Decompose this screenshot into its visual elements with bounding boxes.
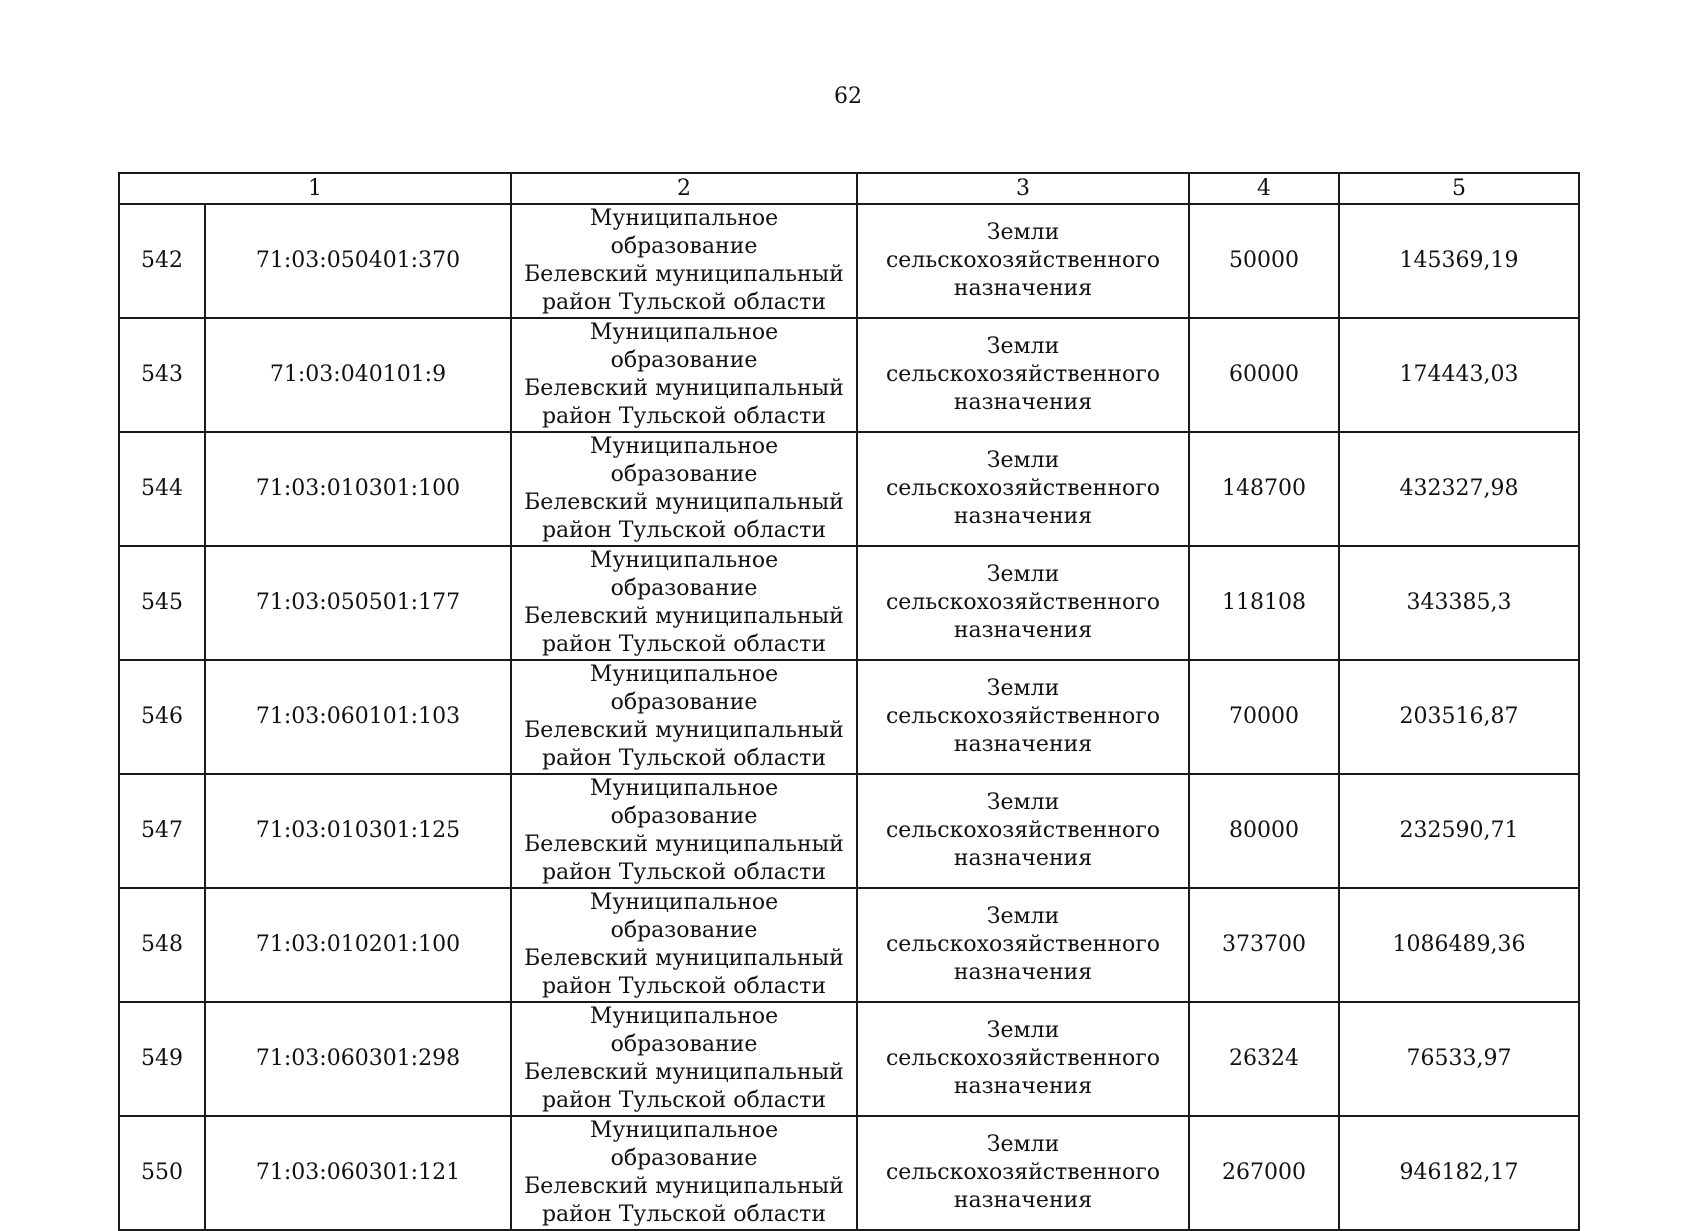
table-header-row — [119, 173, 1579, 204]
land-category-cell: Земли сельскохозяйственного назначения — [857, 888, 1189, 1002]
cadastral-number: 71:03:010301:125 — [205, 774, 511, 888]
area-cell: 50000 — [1189, 204, 1339, 318]
cadastral-number: 71:03:060101:103 — [205, 660, 511, 774]
owner-cell: Муниципальное образование Белевский муниципальный район Тульской области — [511, 318, 857, 432]
land-category-cell: Земли сельскохозяйственного назначения — [857, 660, 1189, 774]
value-cell: 174443,03 — [1339, 318, 1579, 432]
owner-cell: Муниципальное образование Белевский муниципальный район Тульской области — [511, 1002, 857, 1116]
cadastral-number: 71:03:040101:9 — [205, 318, 511, 432]
owner-cell: Муниципальное образование Белевский муниципальный район Тульской области — [511, 546, 857, 660]
table-row — [119, 1002, 1579, 1116]
owner-cell: Муниципальное образование Белевский муниципальный район Тульской области — [511, 204, 857, 318]
table-row — [119, 888, 1579, 1002]
row-number: 547 — [119, 774, 205, 888]
table-row — [119, 318, 1579, 432]
owner-cell: Муниципальное образование Белевский муниципальный район Тульской области — [511, 660, 857, 774]
land-category-cell: Земли сельскохозяйственного назначения — [857, 1002, 1189, 1116]
row-number: 548 — [119, 888, 205, 1002]
table-row — [119, 774, 1579, 888]
value-cell: 76533,97 — [1339, 1002, 1579, 1116]
value-cell: 946182,17 — [1339, 1116, 1579, 1230]
owner-cell: Муниципальное образование Белевский муниципальный район Тульской области — [511, 1116, 857, 1230]
column-header-4: 4 — [1189, 173, 1339, 204]
row-number: 546 — [119, 660, 205, 774]
row-number: 545 — [119, 546, 205, 660]
area-cell: 26324 — [1189, 1002, 1339, 1116]
value-cell: 203516,87 — [1339, 660, 1579, 774]
land-category-cell: Земли сельскохозяйственного назначения — [857, 1116, 1189, 1230]
value-cell: 1086489,36 — [1339, 888, 1579, 1002]
land-category-cell: Земли сельскохозяйственного назначения — [857, 546, 1189, 660]
cadastral-number: 71:03:010301:100 — [205, 432, 511, 546]
column-header-1: 1 — [119, 173, 511, 204]
area-cell: 80000 — [1189, 774, 1339, 888]
area-cell: 70000 — [1189, 660, 1339, 774]
cadastral-number: 71:03:060301:121 — [205, 1116, 511, 1230]
row-number: 544 — [119, 432, 205, 546]
area-cell: 373700 — [1189, 888, 1339, 1002]
table-row — [119, 1116, 1579, 1230]
row-number: 550 — [119, 1116, 205, 1230]
land-category-cell: Земли сельскохозяйственного назначения — [857, 318, 1189, 432]
column-header-2: 2 — [511, 173, 857, 204]
cadastral-number: 71:03:060301:298 — [205, 1002, 511, 1116]
column-header-5: 5 — [1339, 173, 1579, 204]
owner-cell: Муниципальное образование Белевский муниципальный район Тульской области — [511, 432, 857, 546]
page-number: 62 — [834, 84, 862, 109]
area-cell: 148700 — [1189, 432, 1339, 546]
table-row — [119, 432, 1579, 546]
cadastral-number: 71:03:050501:177 — [205, 546, 511, 660]
land-category-cell: Земли сельскохозяйственного назначения — [857, 774, 1189, 888]
value-cell: 145369,19 — [1339, 204, 1579, 318]
cadastral-number: 71:03:050401:370 — [205, 204, 511, 318]
owner-cell: Муниципальное образование Белевский муниципальный район Тульской области — [511, 774, 857, 888]
owner-cell: Муниципальное образование Белевский муниципальный район Тульской области — [511, 888, 857, 1002]
land-parcels-table — [118, 172, 1580, 1231]
value-cell: 343385,3 — [1339, 546, 1579, 660]
value-cell: 432327,98 — [1339, 432, 1579, 546]
area-cell: 60000 — [1189, 318, 1339, 432]
row-number: 542 — [119, 204, 205, 318]
area-cell: 267000 — [1189, 1116, 1339, 1230]
area-cell: 118108 — [1189, 546, 1339, 660]
value-cell: 232590,71 — [1339, 774, 1579, 888]
column-header-3: 3 — [857, 173, 1189, 204]
table-row — [119, 204, 1579, 318]
cadastral-number: 71:03:010201:100 — [205, 888, 511, 1002]
table-row — [119, 660, 1579, 774]
land-category-cell: Земли сельскохозяйственного назначения — [857, 204, 1189, 318]
land-category-cell: Земли сельскохозяйственного назначения — [857, 432, 1189, 546]
row-number: 549 — [119, 1002, 205, 1116]
table-row — [119, 546, 1579, 660]
row-number: 543 — [119, 318, 205, 432]
